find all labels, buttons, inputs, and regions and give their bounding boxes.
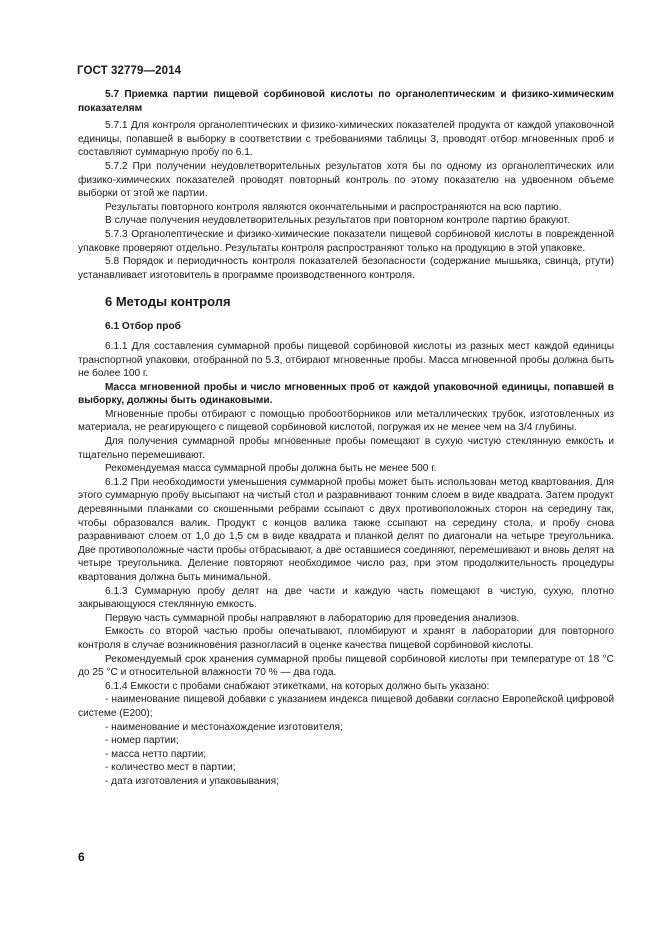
list-item: - дата изготовления и упаковывания; [105,775,279,787]
paragraph-storage: Рекомендуемый срок хранения суммарной пробы пищевой сорбиновой кислоты при температуре от 18 °С до 25 °С и относительной влажности 70 % — два года. [78,653,614,679]
list-item: - масса нетто партии; [105,748,207,760]
paragraph-sampling-tools: Мгновенные пробы отбирают с помощью пробоотборников или металлических трубок, изготовленных из материала, не реагирующего с пищевой сорбиновой кислотой, погружая их не менее чем на 3/4 глубины. [78,408,614,434]
standard-header: ГОСТ 32779—2014 [77,65,182,77]
paragraph-first-part: Первую часть суммарной пробы направляют в лабораторию для проведения анализов. [105,612,520,624]
paragraph-bold-note: Масса мгновенной пробы и число мгновенных проб от каждой упаковочной единицы, попавшей в выборку, должны быть одинаковыми. [78,381,614,407]
page-content [78,88,614,789]
paragraph-combined-sample: Для получения суммарной пробы мгновенные пробы помещают в сухую чистую стеклянную емкость и тщательно перемешивают. [78,436,614,461]
paragraph-6-1-1: 6.1.1 Для составления суммарной пробы пищевой сорбиновой кислоты из разных мест каждой единицы транспортной упаковки, отобранной по 5.3, отбирают мгновенные пробы. Масса мгновенной пробы должна быть не более 100 г. [78,340,614,380]
paragraph-recommended-mass: Рекомендуемая масса суммарной пробы должна быть не менее 500 г. [105,463,437,475]
list-item: - наименование и местонахождение изготовителя; [105,721,343,733]
section-6-1-title: 6.1 Отбор проб [105,321,181,333]
paragraph-6-1-2: 6.1.2 При необходимости уменьшения суммарной пробы может быть использован метод квартования. Для этого суммарную пробу высыпают на чистый стол и разравнивают тонким слоем в виде квадрата. Затем продукт деревянными планками со скошенными ребрами ссыпают с двух противоположных сторон на середину так, чтобы образовался валик. Продукт с концов валика также ссыпают на середину стола, и пробу снова разравнивают слоем от 1,0 до 1,5 см в виде квадрата и планкой делят по диагонали на четыре треугольника. Две противоположные части пробы отбрасывают, а две оставшиеся соединяют, перемешивают и вновь делят на четыре треугольника. Деление повторяют необходимое число раз, при этом продолжительность процедуры квартования должна быть минимальной. [78,476,614,583]
paragraph-5-7-1: 5.7.1 Для контроля органолептических и физико-химических показателей продукта от каждой упаковочной единицы, попавшей в выборку в соответствии с требованиями таблицы 3, проводят отбор мгновенных проб и составляют суммарную пробу по 6.1. [78,120,614,159]
section-5-7-title: 5.7 Приемка партии пищевой сорбиновой кислоты по органолептическим и физико-химическим показателям [78,89,614,114]
paragraph-5-7-2: 5.7.2 При получении неудовлетворительных результатов хотя бы по одному из органолептических или физико-химических показателей проводят повторный контроль по этому показателю на удвоенном объеме выборки от этой же партии. [78,160,614,200]
paragraph-second-part: Емкость со второй частью пробы опечатывают, пломбируют и хранят в лаборатории для повторного контроля в случае возникновения разногласий в оценке качества пищевой сорбиновой кислоты. [78,626,614,651]
list-item: - наименование пищевой добавки с указанием индекса пищевой добавки согласно Европейской цифровой системе (Е200); [78,694,614,719]
paragraph-6-1-4: 6.1.4 Емкости с пробами снабжают этикетками, на которых должно быть указано: [105,680,490,692]
paragraph-6-1-3: 6.1.3 Суммарную пробу делят на две части и каждую часть помещают в чистую, сухую, плотно закрывающуюся стеклянную емкость. [78,585,614,611]
paragraph-reject: В случае получения неудовлетворительных результатов при повторном контроле партию бракуют. [105,215,570,227]
list-item: - номер партии; [105,735,179,747]
label-items-list [78,693,614,788]
paragraph-repeat-results: Результаты повторного контроля являются окончательными и распространяются на всю партию. [105,201,562,213]
page-number: 6 [78,850,85,864]
paragraph-5-7-3: 5.7.3 Органолептические и физико-химические показатели пищевой сорбиновой кислоты в поврежденной упаковке проверяют отдельно. Результаты контроля распространяют только на продукцию в этой упаковке. [78,228,614,254]
paragraph-5-8: 5.8 Порядок и периодичность контроля показателей безопасности (содержание мышьяка, свинца, ртути) устанавливает изготовитель в программе производственного контроля. [78,256,614,281]
section-6-title: 6 Методы контроля [105,294,231,310]
list-item: - количество мест в партии; [105,762,236,774]
